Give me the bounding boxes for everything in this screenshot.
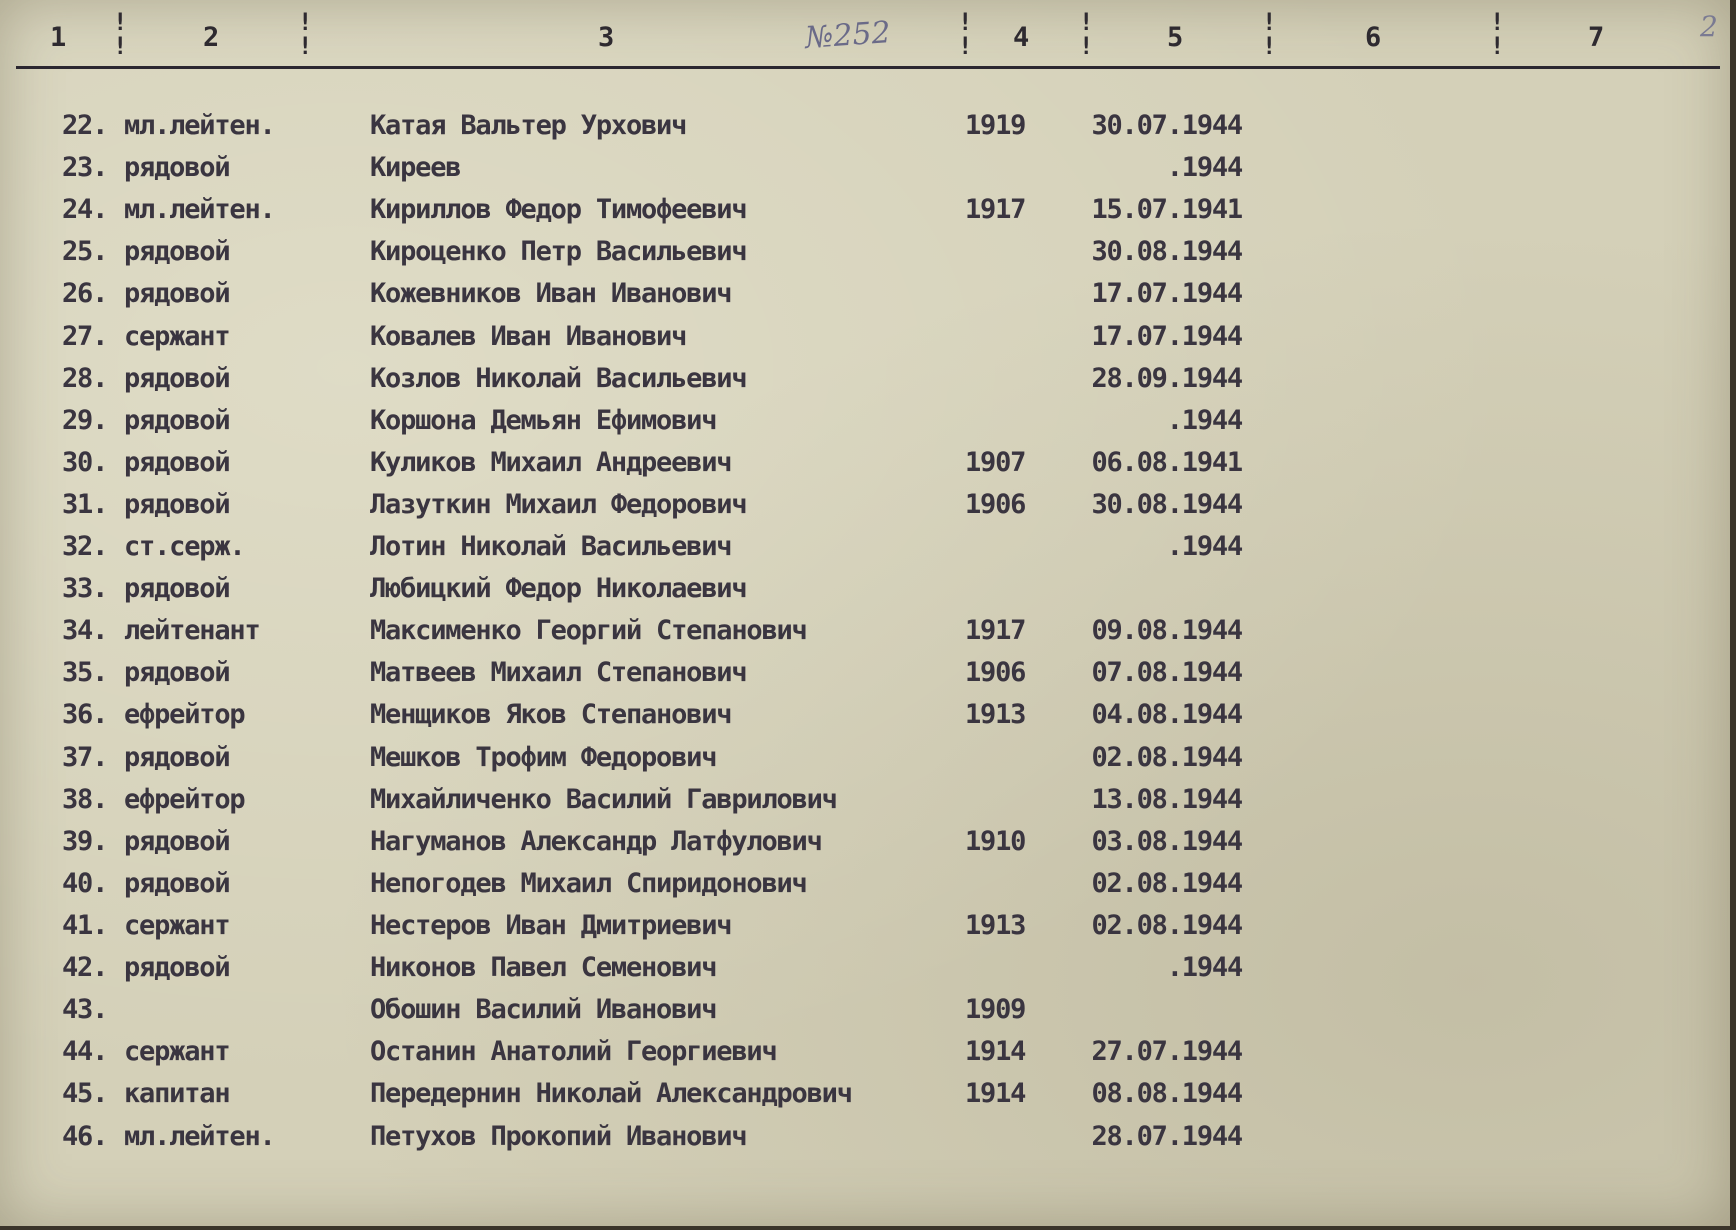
- date-cell: 17.07.1944: [1091, 321, 1242, 352]
- table-row: [0, 657, 1736, 697]
- name-cell: Лотин Николай Васильевич: [370, 531, 732, 562]
- table-row: [0, 194, 1736, 234]
- table-row: [0, 278, 1736, 318]
- row-number: 38.: [62, 784, 108, 815]
- date-cell: 07.08.1944: [1091, 657, 1242, 688]
- row-number: 37.: [62, 742, 108, 773]
- column-separator: ! !: [298, 8, 313, 60]
- name-cell: Максименко Георгий Степанович: [370, 615, 807, 646]
- rank-cell: рядовой: [124, 573, 230, 604]
- date-cell: 09.08.1944: [1091, 615, 1242, 646]
- birth-year-cell: 1910: [965, 826, 1026, 857]
- column-separator: ! !: [958, 8, 973, 60]
- row-number: 46.: [62, 1121, 108, 1152]
- name-cell: Матвеев Михаил Степанович: [370, 657, 747, 688]
- name-cell: Козлов Николай Васильевич: [370, 363, 747, 394]
- row-number: 28.: [62, 363, 108, 394]
- table-row: [0, 742, 1736, 782]
- column-separator: ! !: [1262, 8, 1277, 60]
- row-number: 42.: [62, 952, 108, 983]
- rank-cell: мл.лейтен.: [124, 194, 275, 225]
- row-number: 36.: [62, 699, 108, 730]
- row-number: 30.: [62, 447, 108, 478]
- rank-cell: рядовой: [124, 447, 230, 478]
- rank-cell: ефрейтор: [124, 699, 245, 730]
- date-cell: 02.08.1944: [1091, 742, 1242, 773]
- rank-cell: рядовой: [124, 742, 230, 773]
- column-header-5: 5: [1167, 22, 1184, 53]
- row-number: 39.: [62, 826, 108, 857]
- table-row: [0, 910, 1736, 950]
- name-cell: Менщиков Яков Степанович: [370, 699, 732, 730]
- row-number: 32.: [62, 531, 108, 562]
- row-number: 33.: [62, 573, 108, 604]
- date-cell: 28.07.1944: [1091, 1121, 1242, 1152]
- name-cell: Петухов Прокопий Иванович: [370, 1121, 747, 1152]
- name-cell: Мешков Трофим Федорович: [370, 742, 717, 773]
- date-cell: 30.08.1944: [1091, 236, 1242, 267]
- rank-cell: рядовой: [124, 657, 230, 688]
- column-separator: ! !: [1079, 8, 1094, 60]
- date-cell: 06.08.1941: [1091, 447, 1242, 478]
- name-cell: Михайличенко Василий Гаврилович: [370, 784, 837, 815]
- date-cell: .1944: [1166, 152, 1242, 183]
- rank-cell: рядовой: [124, 952, 230, 983]
- table-row: [0, 699, 1736, 739]
- birth-year-cell: 1906: [965, 489, 1026, 520]
- rank-cell: сержант: [124, 910, 230, 941]
- table-row: [0, 784, 1736, 824]
- header-rule: [16, 66, 1720, 69]
- row-number: 25.: [62, 236, 108, 267]
- table-row: [0, 868, 1736, 908]
- name-cell: Нагуманов Александр Латфулович: [370, 826, 822, 857]
- rank-cell: капитан: [124, 1078, 230, 1109]
- table-row: [0, 531, 1736, 571]
- rank-cell: ефрейтор: [124, 784, 245, 815]
- date-cell: .1944: [1166, 405, 1242, 436]
- birth-year-cell: 1906: [965, 657, 1026, 688]
- table-row: [0, 1036, 1736, 1076]
- column-separator: ! !: [113, 8, 128, 60]
- table-row: [0, 152, 1736, 192]
- table-row: [0, 363, 1736, 403]
- name-cell: Никонов Павел Семенович: [370, 952, 717, 983]
- date-cell: 02.08.1944: [1091, 910, 1242, 941]
- row-number: 45.: [62, 1078, 108, 1109]
- name-cell: Нестеров Иван Дмитриевич: [370, 910, 732, 941]
- name-cell: Передернин Николай Александрович: [370, 1078, 852, 1109]
- name-cell: Куликов Михаил Андреевич: [370, 447, 732, 478]
- birth-year-cell: 1917: [965, 194, 1026, 225]
- page-number: 2: [1700, 10, 1718, 43]
- row-number: 40.: [62, 868, 108, 899]
- row-number: 44.: [62, 1036, 108, 1067]
- rank-cell: рядовой: [124, 278, 230, 309]
- table-row: [0, 826, 1736, 866]
- column-header-4: 4: [1013, 22, 1030, 53]
- rank-cell: сержант: [124, 321, 230, 352]
- date-cell: 13.08.1944: [1091, 784, 1242, 815]
- birth-year-cell: 1919: [965, 110, 1026, 141]
- table-row: [0, 489, 1736, 529]
- name-cell: Коршона Демьян Ефимович: [370, 405, 717, 436]
- name-cell: Кириллов Федор Тимофеевич: [370, 194, 747, 225]
- name-cell: Лазуткин Михаил Федорович: [370, 489, 747, 520]
- row-number: 34.: [62, 615, 108, 646]
- column-header-2: 2: [203, 22, 220, 53]
- birth-year-cell: 1913: [965, 699, 1026, 730]
- column-separator: ! !: [1490, 8, 1505, 60]
- row-number: 26.: [62, 278, 108, 309]
- column-header-6: 6: [1365, 22, 1382, 53]
- table-row: [0, 952, 1736, 992]
- name-cell: Кироценко Петр Васильевич: [370, 236, 747, 267]
- table-row: [0, 405, 1736, 445]
- birth-year-cell: 1914: [965, 1036, 1026, 1067]
- birth-year-cell: 1907: [965, 447, 1026, 478]
- row-number: 22.: [62, 110, 108, 141]
- table-row: [0, 1078, 1736, 1118]
- table-row: [0, 1121, 1736, 1161]
- rank-cell: рядовой: [124, 489, 230, 520]
- date-cell: 03.08.1944: [1091, 826, 1242, 857]
- rank-cell: мл.лейтен.: [124, 110, 275, 141]
- birth-year-cell: 1917: [965, 615, 1026, 646]
- rank-cell: лейтенант: [124, 615, 260, 646]
- date-cell: 30.07.1944: [1091, 110, 1242, 141]
- date-cell: 15.07.1941: [1091, 194, 1242, 225]
- rank-cell: рядовой: [124, 363, 230, 394]
- row-number: 41.: [62, 910, 108, 941]
- name-cell: Киреев: [370, 152, 461, 183]
- table-row: [0, 110, 1736, 150]
- date-cell: 17.07.1944: [1091, 278, 1242, 309]
- row-number: 24.: [62, 194, 108, 225]
- birth-year-cell: 1914: [965, 1078, 1026, 1109]
- table-row: [0, 236, 1736, 276]
- row-number: 29.: [62, 405, 108, 436]
- rank-cell: ст.серж.: [124, 531, 245, 562]
- rank-cell: рядовой: [124, 152, 230, 183]
- rank-cell: сержант: [124, 1036, 230, 1067]
- date-cell: 28.09.1944: [1091, 363, 1242, 394]
- name-cell: Кожевников Иван Иванович: [370, 278, 732, 309]
- table-row: [0, 994, 1736, 1034]
- rank-cell: рядовой: [124, 868, 230, 899]
- rank-cell: рядовой: [124, 236, 230, 267]
- row-number: 43.: [62, 994, 108, 1025]
- row-number: 31.: [62, 489, 108, 520]
- table-row: [0, 573, 1736, 613]
- date-cell: .1944: [1166, 531, 1242, 562]
- name-cell: Непогодев Михаил Спиридонович: [370, 868, 807, 899]
- name-cell: Катая Вальтер Урхович: [370, 110, 687, 141]
- date-cell: 30.08.1944: [1091, 489, 1242, 520]
- column-header-1: 1: [50, 22, 67, 53]
- name-cell: Любицкий Федор Николаевич: [370, 573, 747, 604]
- row-number: 27.: [62, 321, 108, 352]
- birth-year-cell: 1909: [965, 994, 1026, 1025]
- birth-year-cell: 1913: [965, 910, 1026, 941]
- date-cell: 04.08.1944: [1091, 699, 1242, 730]
- archive-number: №252: [803, 15, 892, 56]
- table-row: [0, 447, 1736, 487]
- row-number: 35.: [62, 657, 108, 688]
- column-header-3: 3: [598, 22, 615, 53]
- table-row: [0, 321, 1736, 361]
- rank-cell: мл.лейтен.: [124, 1121, 275, 1152]
- date-cell: .1944: [1166, 952, 1242, 983]
- rank-cell: рядовой: [124, 405, 230, 436]
- name-cell: Обошин Василий Иванович: [370, 994, 717, 1025]
- table-row: [0, 615, 1736, 655]
- date-cell: 08.08.1944: [1091, 1078, 1242, 1109]
- rank-cell: рядовой: [124, 826, 230, 857]
- row-number: 23.: [62, 152, 108, 183]
- date-cell: 02.08.1944: [1091, 868, 1242, 899]
- date-cell: 27.07.1944: [1091, 1036, 1242, 1067]
- column-header-7: 7: [1588, 22, 1605, 53]
- name-cell: Останин Анатолий Георгиевич: [370, 1036, 777, 1067]
- name-cell: Ковалев Иван Иванович: [370, 321, 687, 352]
